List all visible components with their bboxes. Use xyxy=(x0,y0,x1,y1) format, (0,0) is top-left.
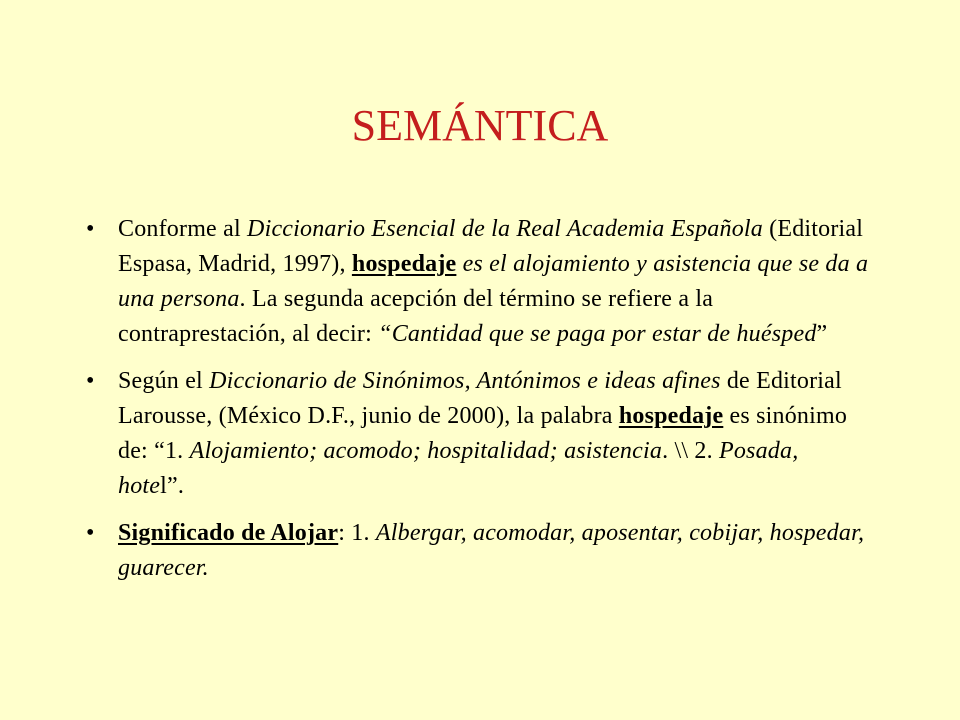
synonym-list: Posada, hote xyxy=(118,438,799,499)
text-segment: . \\ 2. xyxy=(662,438,719,464)
keyword-hospedaje: hospedaje xyxy=(618,403,724,429)
bullet-icon: • xyxy=(86,216,95,242)
text-segment: Conforme al xyxy=(118,216,248,242)
book-title: Diccionario de Sinónimos, Antónimos e ideas afines xyxy=(209,368,721,394)
text-segment: Según el xyxy=(118,368,210,394)
slide-title: SEMÁNTICA xyxy=(351,101,609,150)
book-title: Diccionario Esencial de la Real Academia Española xyxy=(247,216,763,242)
synonym-list: Alojamiento; acomodo; hospitalidad; asistencia xyxy=(189,438,663,464)
bullet-item-rae-definition xyxy=(80,212,870,352)
keyword-alojar: Significado de Alojar xyxy=(118,520,339,546)
quoted-definition: “Cantidad que se paga por estar de huésped xyxy=(378,321,817,347)
synonym-list: Albergar, acomodar, aposentar, cobijar, hospedar, guarecer. xyxy=(118,520,865,581)
bullet-item-synonyms xyxy=(80,364,870,504)
bullet-item-alojar xyxy=(80,516,870,586)
text-segment: es sinónimo de: “1. xyxy=(118,403,848,464)
text-segment: l”. xyxy=(160,473,185,499)
text-segment: de Editorial Larousse, (México D.F., junio de 2000), la palabra xyxy=(118,368,842,429)
bullet-icon: • xyxy=(86,520,95,546)
bullet-icon: • xyxy=(86,368,95,394)
text-segment: (Editorial Espasa, Madrid, 1997), xyxy=(118,216,864,277)
text-segment: . La segunda acepción del término se refiere a la contraprestación, al decir: xyxy=(118,286,714,347)
keyword-hospedaje: hospedaje xyxy=(351,251,457,277)
bullet-list xyxy=(80,212,870,598)
definition-text: es el alojamiento y asistencia que se da a una persona xyxy=(118,251,869,312)
text-segment: ” xyxy=(816,321,828,347)
text-segment: : 1. xyxy=(338,520,376,546)
